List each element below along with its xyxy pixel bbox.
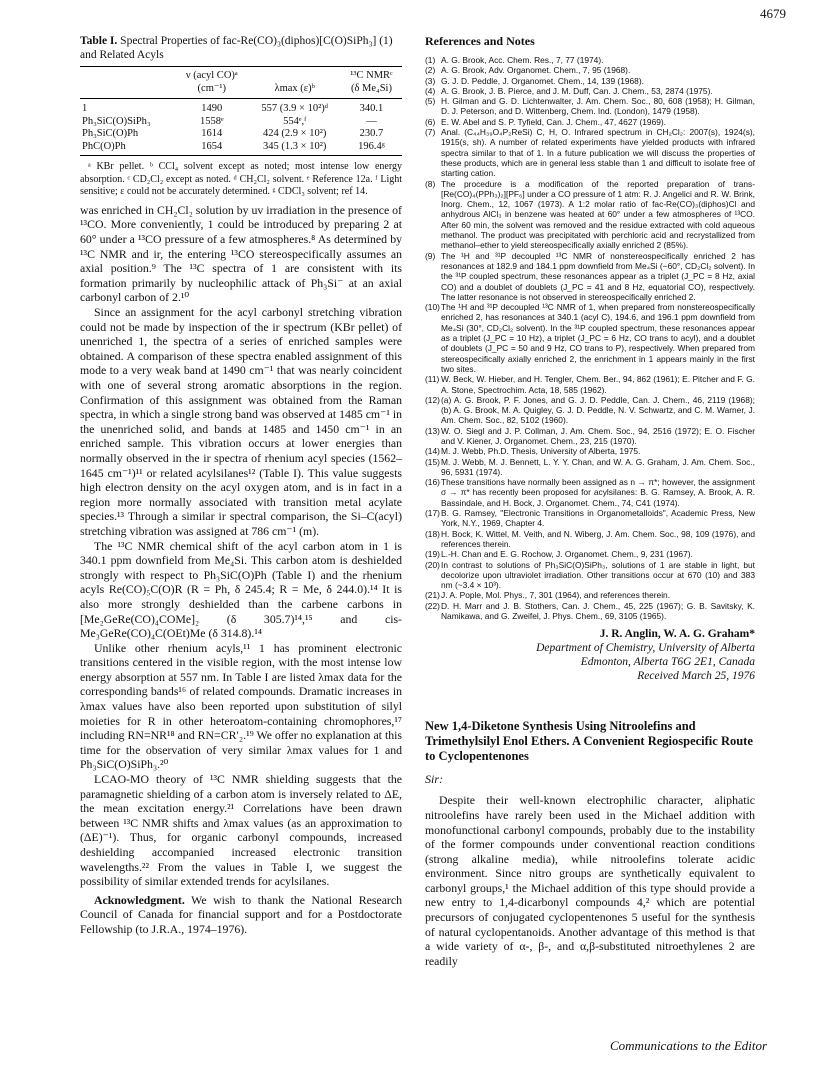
- reference-text: G. J. D. Peddle, J. Organomet. Chem., 14, 139 (1968).: [441, 75, 644, 86]
- acknowledgment: [80, 893, 402, 937]
- table-cell: 1614: [201, 128, 223, 140]
- table-caption: Spectral Properties of fac-Re(CO)₃(diphos)[C(O)SiPh₃] (1) and Related Acyls: [80, 35, 393, 61]
- reference-item: [425, 86, 755, 96]
- reference-number: (5): [425, 96, 436, 107]
- table-cell: 340.1: [359, 103, 384, 114]
- reference-number: (4): [425, 85, 436, 96]
- reference-number: (12): [425, 394, 440, 405]
- reference-number: (15): [425, 456, 440, 467]
- reference-number: (14): [425, 446, 440, 457]
- reference-number: (2): [425, 65, 436, 76]
- section-footer: Communications to the Editor: [610, 1038, 768, 1053]
- table-cell: 554ᵉ,ᶠ: [283, 115, 307, 127]
- reference-item: [425, 127, 755, 178]
- table-cell: Ph₃SiC(O)Ph: [82, 128, 139, 140]
- table-header-cell: ν (acyl CO)ᵃ: [175, 67, 248, 83]
- reference-item: [425, 446, 755, 456]
- table-cell: 1: [82, 103, 88, 114]
- reference-number: (1): [425, 55, 436, 65]
- paragraph: Since an assignment for the acyl carbonyl stretching vibration could not be made by inspection of the ir spectrum (KBr pellet) of unenriched 1, the spectra of a series of enriched samples were obtained. A comparison of these spectra enabled assignment of this mode to a very weak band at 1490 cm⁻¹ that was nearly coincident with one of several strong aromatic absorptions in the region. Confirmation of this assignment was obtained from the Raman spectra, in which a single strong band was observed at 1485 cm⁻¹ in the unenriched solid, and bands at 1485 and 1450 cm⁻¹ in an enriched sample. This vibration occurs at lower energies than normally observed in the ir spectra of rhenium acyl species (1562–1645 cm⁻¹)¹¹ or related acylsilanes¹² (Table I). This value suggests high electron density on the acyl oxygen atom, and is in fact in a region more normally associated with transition metal acylate species.¹³ Through a similar ir spectral comparison, the Si–C(acyl) stretching vibration was assigned at 786 cm⁻¹ (m).: [80, 305, 402, 538]
- left-body-text: [80, 203, 402, 937]
- table-cell: 345 (1.3 × 10²): [248, 141, 341, 156]
- table-header-cell: (δ Me₄Si): [341, 82, 402, 99]
- reference-item: [425, 251, 755, 302]
- reference-text: A. G. Brook, Acc. Chem. Res., 7, 77 (1974).: [441, 55, 604, 65]
- reference-text: L.-H. Chan and E. G. Rochow, J. Organomet. Chem., 9, 231 (1967).: [441, 549, 693, 560]
- reference-text: B. G. Ramsey, "Electronic Transitions in Organometalloids", Academic Press, New York, N.Y., 1969, Chapter 4.: [441, 508, 755, 529]
- reference-text: J. A. Pople, Mol. Phys., 7, 301 (1964), and references therein.: [441, 590, 671, 601]
- address: Edmonton, Alberta T6G 2E1, Canada: [580, 656, 755, 669]
- author-names: J. R. Anglin, W. A. G. Graham*: [599, 628, 755, 641]
- reference-item: [425, 302, 755, 374]
- paragraph: was enriched in CH₂Cl₂ solution by uv irradiation in the presence of ¹³CO. More conveniently, 1 could be introduced by preparing 2 at 60° under a ¹³CO pressure of a few atmospheres.⁸ As determined by ¹³C NMR and ir, the entering ¹³CO stereospecifically assumes an axial position.⁹ The ¹³C spectra of 1 are consistent with its formation primarily by nucleophilic attack of Ph₃Si⁻ at an axial carbonyl carbon of 2.¹⁰: [80, 202, 402, 305]
- table-cell: 230.7: [359, 128, 384, 140]
- table-row: [80, 116, 402, 129]
- article-body: [425, 793, 755, 968]
- reference-item: [425, 529, 755, 550]
- reference-item: [425, 117, 755, 127]
- paragraph: The ¹³C NMR chemical shift of the acyl carbon atom in 1 is 340.1 ppm downfield from Me₄Si. This carbon atom is deshielded strongly with respect to Ph₃SiC(O)Ph (Table I) and the rhenium acyls Re(CO)₅C(O)R (R = Ph, δ 245.4; R = Me, δ 244.0).¹⁴ It is also more strongly deshielded than the carbene carbons in [Me₂GeRe(CO)₄COMe]₂ (δ 305.7)¹⁴,¹⁵ and cis-Me₃GeRe(CO)₄C(OEt)Me (δ 314.8).¹⁴: [80, 538, 402, 641]
- reference-item: [425, 590, 755, 600]
- paragraph: LCAO-MO theory of ¹³C NMR shielding suggests that the paramagnetic shielding of a carbon atom is inversely related to ΔE, the mean excitation energy.²¹ Correlations have been drawn between ¹³C NMR shifts and λmax values (as an approximation to (ΔE)⁻¹). Thus, for organic carbonyl compounds, increased deshielding accompanied increased electronic transition wavelengths.²² From the values in Table I, we suggest the possibility of similar extended trends for acylsilanes.: [80, 772, 402, 889]
- reference-text: W. O. Siegl and J. P. Collman, J. Am. Chem. Soc., 94, 2516 (1972); E. O. Fischer and V. Kiener, J. Organomet. Chem., 23, 215 (1970).: [441, 425, 755, 446]
- table-header-cell: ¹³C NMRᶜ: [341, 67, 402, 83]
- reference-number: (18): [425, 528, 440, 539]
- table-cell: 1490: [201, 103, 223, 114]
- reference-number: (8): [425, 178, 436, 189]
- table-label: Table I.: [80, 35, 118, 47]
- reference-item: [425, 374, 755, 395]
- reference-text: M. J. Webb, M. J. Bennett, L. Y. Y. Chan, and W. A. G. Graham, J. Am. Chem. Soc., 96, 5931 (1974).: [441, 456, 755, 477]
- table-cell: 1558ᵉ: [199, 115, 224, 127]
- reference-text: A. G. Brook, J. B. Pierce, and J. M. Duff, Can. J. Chem., 53, 2874 (1975).: [441, 85, 713, 96]
- paragraph: Unlike other rhenium acyls,¹¹ 1 has prominent electronic transitions centered in the visible region, with the most intense low energy absorption at 557 nm. In Table I are listed λmax data for the corresponding bands¹⁶ of related compounds. Dramatic increases in λmax values have also been reported upon substitution of silyl moieties for R in other heteroatom-containing chromophores,¹⁷ including RN=NR¹⁸ and RN=CR′₂.¹⁹ We offer no explanation at this time for the observation of very similar λmax values for 1 and Ph₃SiC(O)SiPh₃.²⁰: [80, 640, 402, 772]
- reference-item: [425, 508, 755, 529]
- reference-item: [425, 179, 755, 251]
- reference-number: (3): [425, 75, 436, 86]
- acknowledgment-label: Acknowledgment.: [94, 892, 185, 907]
- reference-text: D. H. Marr and J. B. Stothers, Can. J. Chem., 45, 225 (1967); G. B. Savitsky, K. Namikawa, and G. Zweifel, J. Phys. Chem., 69, 3105 (1965).: [441, 600, 755, 622]
- reference-number: (21): [425, 590, 440, 601]
- reference-item: [425, 395, 755, 426]
- reference-number: (16): [425, 477, 440, 488]
- reference-text: These transitions have normally been assigned as n → π*; however, the assignment σ → π* has recently been proposed for acylsilanes: B. G. Ramsey, A. Brook, A. R. Bassindale, and H. Bock, J. Organomet. Chem., 74, C41 (1974).: [441, 477, 755, 508]
- table-cell: 1654: [175, 141, 248, 156]
- reference-item: [425, 76, 755, 86]
- reference-number: (17): [425, 508, 440, 519]
- table-cell: Ph₃SiC(O)SiPh₃: [82, 115, 151, 127]
- reference-number: (13): [425, 425, 440, 436]
- table-cell: 557 (3.9 × 10²)ᵈ: [261, 103, 328, 114]
- table-cell: PhC(O)Ph: [80, 141, 175, 156]
- reference-item: [425, 55, 755, 65]
- reference-item: [425, 560, 755, 591]
- reference-text: H. Bock, K. Wittel, M. Veith, and N. Wiberg, J. Am. Chem. Soc., 98, 109 (1976), and references therein.: [441, 528, 755, 549]
- salutation: Sir:: [425, 772, 443, 787]
- reference-text: The ¹H and ³¹P decoupled ¹³C NMR of 1, when prepared from nonstereospecifically enriched 2, has resonances at 340.1 (acyl C), 194.6, and 196.1 ppm downfield from Me₄Si (30°, CD₂Cl₂ solvent). In the ³¹P coupled spectrum, these resonances appear as a triplet (J_PC = 10 Hz), a triplet (J_PC = 6 Hz, CO trans to acyl), and a doublet of doublets (J_PC = 50 and 9 Hz, CO trans to P), respectively. When prepared from stereospecifically axially enriched 2, the enrichment in 1 appears mainly in the first two sites.: [441, 302, 755, 374]
- reference-number: (19): [425, 549, 440, 560]
- reference-item: [425, 96, 755, 117]
- spectral-table: [80, 66, 402, 156]
- table-header-cell: [80, 67, 175, 83]
- table-cell: 424 (2.9 × 10²): [263, 128, 327, 140]
- reference-number: (22): [425, 600, 440, 611]
- reference-item: [425, 457, 755, 478]
- reference-item: [425, 549, 755, 559]
- signature-block: [425, 627, 755, 683]
- table-row: [80, 99, 402, 116]
- reference-text: (a) A. G. Brook, P. F. Jones, and G. J. D. Peddle, Can. J. Chem., 46, 2119 (1968); (b) A. G. Brook, M. A. Quigley, G. J. D. Peddle, N. V. Schwartz, and C. M. Warner, J. Am. Chem. Soc., 82, 5102 (1960).: [441, 394, 755, 426]
- reference-number: (10): [425, 302, 440, 313]
- reference-text: E. W. Abel and S. P. Tyfield, Can. J. Chem., 47, 4627 (1969).: [441, 116, 667, 127]
- reference-number: (9): [425, 250, 436, 261]
- reference-number: (11): [425, 374, 440, 385]
- reference-item: [425, 601, 755, 622]
- acknowledgment-text: We wish to thank the National Research Council of Canada for financial support and for a Postdoctorate Fellowship (to J.R.A., 1974–1976).: [80, 892, 402, 936]
- table-cell: 196.4ᵍ: [341, 141, 402, 156]
- right-column: [425, 34, 755, 968]
- article-title: New 1,4-Diketone Synthesis Using Nitroolefins and Trimethylsilyl Enol Ethers. A Convenient Regiospecific Route to Cyclopentenones: [425, 719, 753, 764]
- reference-item: [425, 65, 755, 75]
- left-column: [80, 34, 402, 937]
- reference-text: H. Gilman and G. D. Lichtenwalter, J. Am. Chem. Soc., 80, 608 (1958); H. Gilman, D. J. Peterson, and D. Wittenberg, Chem. Ind. (London), 1479 (1958).: [441, 96, 755, 117]
- paragraph: Despite their well-known electrophilic character, aliphatic nitroolefins have rarely been used in the Michael addition with monofunctional carbonyl compounds, probably due to the instability of the former compounds under conventional reaction conditions (strong alkaline media), while nitroolefins tolerate acidic environment. Since nitro groups are synthetically equivalent to carbonyl groups,¹ the Michael addition of this type should provide a new entry to 1,4-dicarbonyl compounds 4,² which are potential precursors of conjugated cyclopentenones 5 useful for the synthesis of natural cyclopentanoids. Another advantage of this method is that a wide variety of α-, β-, and α,β-substituted nitroethylenes 2 are readily: [425, 793, 755, 968]
- reference-item: [425, 477, 755, 508]
- reference-text: Anal. (C₄₄H₃₉O₄P₂ReSi) C, H, O. Infrared spectrum in CH₂Cl₂: 2007(s), 1924(s), 1915(s, sh). A number of related experiments have yielded products with infrared spectra similar to that of 1. In a future publication we will discuss the properties of these products, which are in general less stable than 1 and difficult to isolate free of starting cation.: [441, 127, 755, 179]
- reference-text: A. G. Brook, Adv. Organomet. Chem., 7, 95 (1968).: [441, 65, 631, 76]
- table-cell: —: [366, 115, 377, 127]
- reference-item: [425, 426, 755, 447]
- table-row: [80, 141, 402, 156]
- reference-text: M. J. Webb, Ph.D. Thesis, University of Alberta, 1975.: [441, 446, 641, 457]
- reference-number: (7): [425, 127, 436, 138]
- reference-number: (20): [425, 559, 440, 570]
- references-heading: References and Notes: [425, 34, 535, 48]
- department: Department of Chemistry, University of Alberta: [536, 642, 755, 655]
- reference-text: The procedure is a modification of the reported preparation of trans-[Re(CO)₄(PPh₃)₂][PF₆] under a CO pressure of 1 atm: R. J. Angelici and R. W. Brink, Inorg. Chem., 12, 1067 (1973). A 1:2 molar ratio of fac-Re(CO)₃(diphos)Cl and anhydrous AlCl₃ in benzene was heated at 60° under a few atmospheres of ¹³CO. After 60 min, the solvent was removed and the residue extracted with cold aqueous methanol. The product was precipitated with perchloric acid and recrystallized from methanol–ether to yield stereospecifically axially enriched 2 (85%).: [441, 178, 755, 251]
- table-title: [80, 34, 402, 62]
- received-date: Received March 25, 1976: [637, 670, 755, 683]
- reference-text: W. Beck, W. Hieber, and H. Tengler, Chem. Ber., 94, 862 (1961); E. Pitcher and F. G. A. Stone, Spectrochim. Acta, 18, 585 (1962).: [441, 374, 755, 395]
- table-row: [80, 128, 402, 141]
- table-header-cell: (cm⁻¹): [175, 82, 248, 99]
- reference-text: In contrast to solutions of Ph₃SiC(O)SiPh₃, solutions of 1 are stable in light, but decolorize upon ultraviolet irradiation. Other transitions occur at 670 (10) and 383 nm (~3.4 × 10³).: [441, 559, 755, 591]
- page-number: 4679: [760, 6, 786, 21]
- table-footnotes: ᵃ KBr pellet. ᵇ CCl₄ solvent except as noted; most intense low energy absorption. ᶜ CD₂Cl₂ except as noted. ᵈ CH₂Cl₂ solvent. ᵉ Reference 12a. ᶠ Light sensitive; ε could not be accurately determined. ᵍ CDCl₃ solvent; ref 14.: [80, 161, 402, 198]
- reference-number: (6): [425, 116, 436, 127]
- table-header-cell: λmax (ε)ᵇ: [248, 82, 341, 99]
- table-header-cell: [248, 67, 341, 83]
- references-list: [425, 55, 755, 621]
- reference-text: The ¹H and ³¹P decoupled ¹³C NMR of nonstereospecifically enriched 2 has resonances at 182.9 and 184.1 ppm downfield from Me₄Si (−60°, CD₂Cl₂ solvent). In the ³¹P coupled spectrum, these resonances appear as a triplet (J_PC = 8 Hz, axial CO) and a doublet of doublets (J_PC = 41 and 8 Hz, equatorial CO), respectively. The latter resonance is not observed in stereospecifically enriched 2.: [441, 250, 755, 302]
- table-header-cell: [80, 82, 175, 99]
